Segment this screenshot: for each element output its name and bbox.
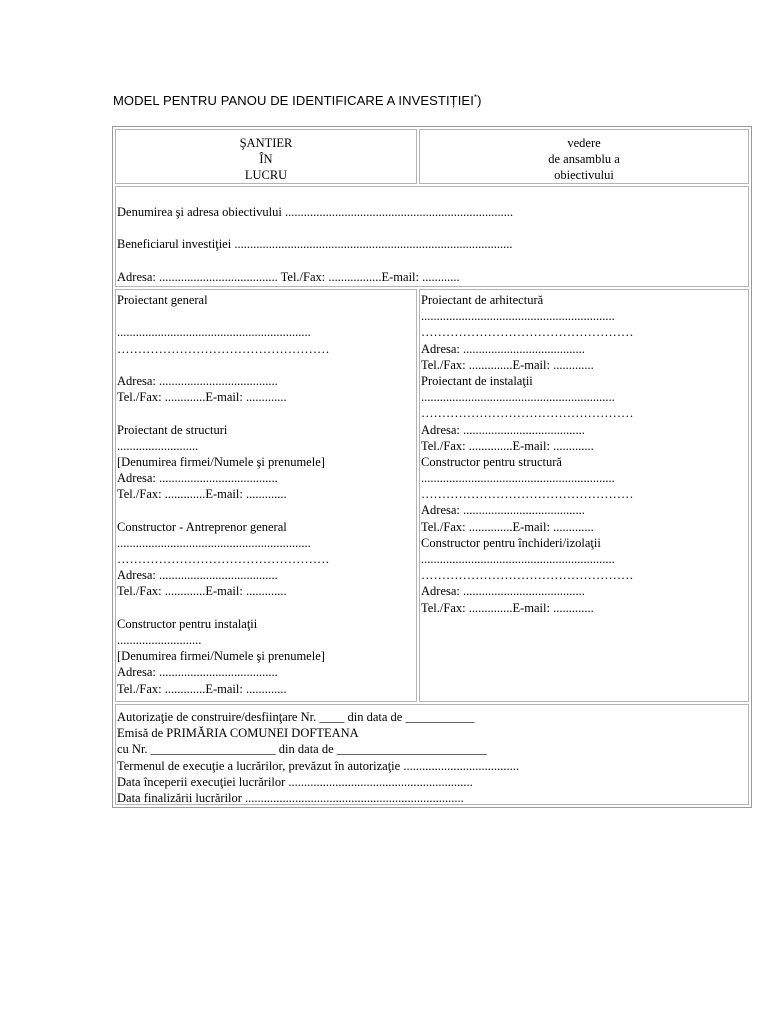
- general-designer-address: Adresa: ......................................: [117, 373, 278, 388]
- header-right-line-2: de ansamblu a: [548, 152, 620, 167]
- structures-designer-firm: [Denumirea firmei/Numele şi prenumele]: [117, 454, 325, 469]
- general-designer-ellipsis: ……………………………………………: [117, 341, 330, 356]
- installations-designer-dots: ..............................................................: [421, 390, 615, 405]
- objective-address-line: Adresa: ...................................... Tel./Fax: .................E-mail: ............: [117, 269, 460, 284]
- structures-contractor-dots: ..............................................................: [421, 471, 615, 486]
- installations-contractor-dots: ...........................: [117, 632, 202, 647]
- permit-number-line: cu Nr. ____________________ din data de ________________________: [117, 742, 487, 757]
- general-contractor-contact: Tel./Fax: .............E-mail: .............: [117, 584, 287, 599]
- architecture-designer-dots: ..............................................................: [421, 309, 615, 324]
- header-left-line-1: ŞANTIER: [239, 136, 293, 150]
- left-designers-cell: [115, 289, 417, 702]
- structures-designer-title: Proiectant de structuri: [117, 422, 228, 437]
- installations-contractor-address: Adresa: ......................................: [117, 665, 278, 680]
- installations-designer-contact: Tel./Fax: ..............E-mail: .............: [421, 438, 594, 453]
- architecture-designer-ellipsis: ……………………………………………: [421, 325, 634, 340]
- structures-contractor-contact: Tel./Fax: ..............E-mail: .............: [421, 519, 594, 534]
- structures-designer-address: Adresa: ......................................: [117, 471, 278, 486]
- general-contractor-title: Constructor - Antreprenor general: [117, 519, 287, 534]
- general-designer-contact: Tel./Fax: .............E-mail: .............: [117, 390, 287, 405]
- general-contractor-address: Adresa: ......................................: [117, 568, 278, 583]
- overview-image-cell: [419, 129, 749, 184]
- general-contractor-dots: ..............................................................: [117, 535, 311, 550]
- enclosures-contractor-dots: ..............................................................: [421, 552, 615, 566]
- issued-by-line: Emisă de PRIMĂRIA COMUNEI DOFTEANA: [117, 726, 359, 741]
- structures-contractor-title: Constructor pentru structură: [421, 454, 562, 469]
- architecture-designer-address: Adresa: .......................................: [421, 341, 585, 356]
- title-footnote-mark: *: [473, 93, 478, 102]
- execution-term-line: Termenul de execuţie a lucrărilor, prevăzut în autorizaţie .....................................: [117, 758, 519, 773]
- structures-designer-dots: ..........................: [117, 438, 199, 453]
- document-title: [113, 93, 482, 108]
- architecture-designer-contact: Tel./Fax: ..............E-mail: .............: [421, 357, 594, 372]
- enclosures-contractor-ellipsis: ……………………………………………: [421, 568, 634, 583]
- end-date-line: Data finalizării lucrărilor ......................................................................: [117, 790, 464, 805]
- architecture-designer-title: Proiectant de arhitectură: [421, 293, 544, 307]
- general-designer-dots: ..............................................................: [117, 325, 311, 340]
- general-contractor-ellipsis: ……………………………………………: [117, 552, 330, 566]
- structures-designer-contact: Tel./Fax: .............E-mail: .............: [117, 487, 287, 502]
- objective-info-cell: [115, 186, 749, 287]
- structures-contractor-address: Adresa: .......................................: [421, 503, 585, 518]
- enclosures-contractor-title: Constructor pentru închideri/izolaţii: [421, 535, 601, 550]
- general-designer-title: Proiectant general: [117, 293, 208, 307]
- title-text: MODEL PENTRU PANOU DE IDENTIFICARE A INVESTIȚIEI: [113, 93, 474, 108]
- header-right-line-3: obiectivului: [554, 168, 614, 183]
- objective-name-line: Denumirea şi adresa obiectivului .........................................................................: [117, 205, 514, 219]
- installations-designer-title: Proiectant de instalaţii: [421, 373, 533, 388]
- start-date-line: Data începerii execuţiei lucrărilor ...........................................................: [117, 774, 473, 789]
- installations-contractor-contact: Tel./Fax: .............E-mail: .............: [117, 681, 287, 696]
- installations-contractor-firm: [Denumirea firmei/Numele şi prenumele]: [117, 649, 325, 664]
- installations-contractor-title: Constructor pentru instalaţii: [117, 616, 258, 631]
- identification-panel-table: [112, 126, 752, 808]
- header-left-line-3: LUCRU: [244, 168, 288, 183]
- installations-designer-ellipsis: ……………………………………………: [421, 406, 634, 421]
- beneficiary-line: Beneficiarul investiţiei .........................................................................................: [117, 237, 513, 252]
- site-in-progress-cell: [115, 129, 417, 184]
- installations-designer-address: Adresa: .......................................: [421, 422, 585, 437]
- header-right-line-1: vedere: [567, 136, 601, 150]
- title-close: ): [477, 93, 482, 108]
- enclosures-contractor-contact: Tel./Fax: ..............E-mail: .............: [421, 600, 594, 615]
- permit-line: Autorizaţie de construire/desfiinţare Nr. ____ din data de ___________: [117, 710, 475, 724]
- structures-contractor-ellipsis: ……………………………………………: [421, 487, 634, 502]
- authorization-cell: [115, 704, 749, 805]
- header-left-line-2: ÎN: [259, 152, 273, 167]
- enclosures-contractor-address: Adresa: .......................................: [421, 584, 585, 599]
- right-designers-cell: [419, 289, 749, 702]
